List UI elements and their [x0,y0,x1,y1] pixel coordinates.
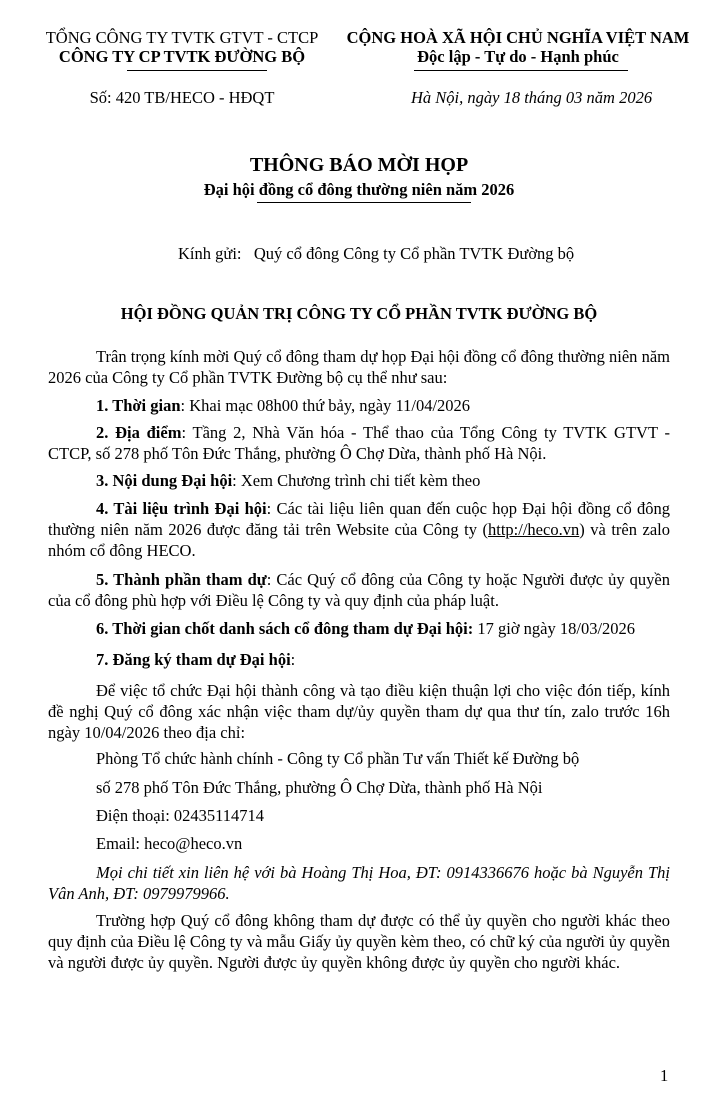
item-content [48,470,670,491]
detail-contact-paragraph: Mọi chi tiết xin liên hệ với bà Hoàng Thị Hoa, ĐT: 0914336676 hoặc bà Nguyễn Thị Vân Anh, ĐT: 0979979966. [48,863,670,903]
national-motto: Độc lập - Tự do - Hạnh phúc [417,47,619,66]
recipient-line: Kính gửi: Quý cổ đông Công ty Cổ phần TVTK Đường bộ [178,244,575,263]
company-name: CÔNG TY CP TVTK ĐƯỜNG BỘ [58,47,306,66]
item-documents-text: : Các tài liệu liên quan đến cuộc họp Đại hội đồng cổ đông thường niên năm 2026 được đăng tải trên Website của Công ty ( [48,499,670,539]
website-link[interactable]: http://heco.vn [488,520,580,539]
date-line: Hà Nội, ngày 18 tháng 03 năm 2026 [411,88,653,107]
header-right [330,27,706,67]
item-register-text: : [290,650,296,669]
item-content-text: : Xem Chương trình chi tiết kèm theo [232,471,481,490]
item-record-date-text: 17 giờ ngày 18/03/2026 [473,619,636,638]
intro-paragraph: Trân trọng kính mời Quý cổ đông tham dự họp Đại hội đồng cổ đông thường niên năm 2026 của Công ty Cổ phần TVTK Đường bộ cụ thể như sau: [48,347,670,387]
parent-company-name: TỔNG CÔNG TY TVTK GTVT - CTCP [45,28,319,47]
page-number: 1 [660,1066,669,1085]
item-record-date [48,618,670,639]
country-name: CỘNG HOÀ XÃ HỘI CHỦ NGHĨA VIỆT NAM [346,28,690,47]
item-place-label: 2. Địa điểm [96,423,182,442]
contact-email: Email: heco@heco.vn [96,834,243,853]
header-left [36,27,328,67]
board-heading: HỘI ĐỒNG QUẢN TRỊ CÔNG TY CỔ PHẦN TVTK ĐƯỜNG BỘ [120,304,598,323]
item-place-text: : Tầng 2, Nhà Văn hóa - Thể thao của Tổng Công ty TVTK GTVT - CTCP, số 278 phố Tôn Đức Thắng, phường Ô Chợ Dừa, thành phố Hà Nội. [48,423,670,463]
item-time [48,395,670,416]
item-documents-text-after: ) và trên zalo nhóm cổ đông HECO. [48,520,670,560]
document-number: Số: 420 TB/HECO - HĐQT [89,88,275,107]
contact-phone: Điện thoại: 02435114714 [96,806,265,825]
item-record-date-label: 6. Thời gian chốt danh sách cổ đông tham dự Đại hội: [96,619,474,638]
document-title: THÔNG BÁO MỜI HỌP [249,154,469,176]
item-documents-label: 4. Tài liệu trình Đại hội [96,499,267,518]
item-documents [48,498,670,561]
contact-office: Phòng Tổ chức hành chính - Công ty Cổ phần Tư vấn Thiết kế Đường bộ [96,749,580,768]
document-subtitle: Đại hội đồng cổ đông thường niên năm 2026 [203,180,515,199]
item-place [48,422,670,464]
item-attendees-label: 5. Thành phần tham dự [96,570,267,589]
item-content-label: 3. Nội dung Đại hội [96,471,233,490]
item-register [48,649,670,670]
header-right-underline [414,70,628,71]
item-register-label: 7. Đăng ký tham dự Đại hội [96,650,291,669]
register-paragraph: Để việc tổ chức Đại hội thành công và tạo điều kiện thuận lợi cho việc đón tiếp, kính đề nghị Quý cổ đông xác nhận việc tham dự/ủy quyền tham dự qua thư tín, zalo trước 16h ngày 10/04/2026 theo địa chỉ: [48,681,670,742]
item-attendees-text: : Các Quý cổ đông của Công ty hoặc Người được ủy quyền của cổ đông phù hợp với Điều lệ Công ty và quy định của pháp luật. [48,570,670,610]
item-time-label: 1. Thời gian [96,396,181,415]
contact-address: số 278 phố Tôn Đức Thắng, phường Ô Chợ Dừa, thành phố Hà Nội [96,778,543,797]
subtitle-underline [257,202,471,203]
proxy-note-paragraph: Trường hợp Quý cổ đông không tham dự được có thể ủy quyền cho người khác theo quy định của Điều lệ Công ty và mẫu Giấy ủy quyền kèm theo, có chữ ký của người ủy quyền và người được ủy quyền. Người được ủy quyền không được ủy quyền cho người khác. [48,911,670,972]
header-left-underline [127,70,267,71]
item-attendees [48,569,670,611]
item-time-text: : Khai mạc 08h00 thứ bảy, ngày 11/04/2026 [180,396,471,415]
